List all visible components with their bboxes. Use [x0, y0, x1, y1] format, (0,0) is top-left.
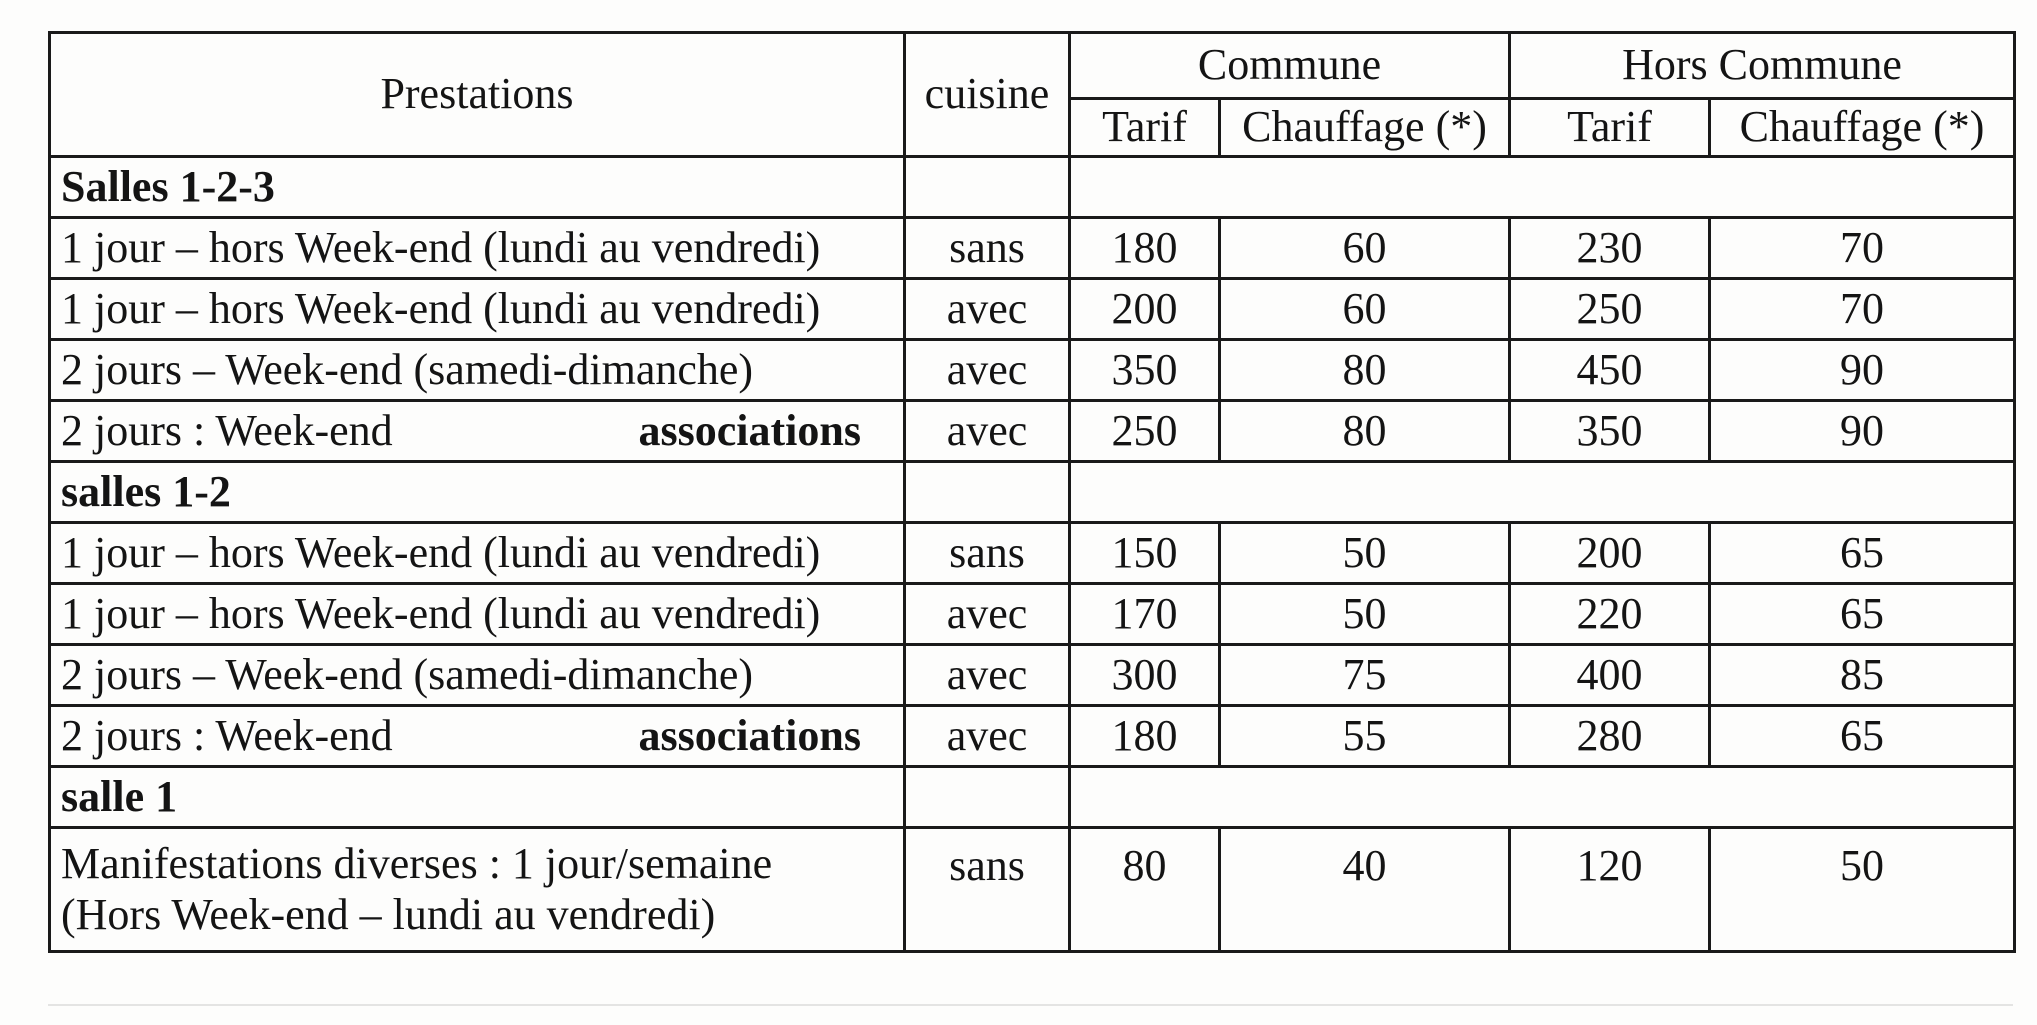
commune-tarif-cell: 300: [1070, 645, 1220, 706]
hors-commune-chauffage-cell: 70: [1710, 218, 2015, 279]
row-label: 2 jours – Week-end (samedi-dimanche): [50, 645, 905, 706]
row-label-line1: Manifestations diverses : 1 jour/semaine: [61, 838, 773, 888]
hors-commune-chauffage-cell: 70: [1710, 279, 2015, 340]
row-label: 1 jour – hors Week-end (lundi au vendredi): [50, 218, 905, 279]
commune-chauffage-cell: 80: [1220, 401, 1510, 462]
commune-chauffage-cell: 50: [1220, 523, 1510, 584]
group-title: Salles 1-2-3: [50, 157, 905, 218]
table-row: [50, 279, 2015, 340]
table-row: [50, 645, 2015, 706]
group-empty-cell: [905, 157, 1070, 218]
commune-tarif-cell: 170: [1070, 584, 1220, 645]
commune-chauffage-cell: 80: [1220, 340, 1510, 401]
row-label-associations: associations: [638, 710, 861, 760]
hors-commune-tarif-cell: 280: [1510, 706, 1710, 767]
hors-commune-tarif-cell: 350: [1510, 401, 1710, 462]
hors-commune-tarif-cell: 200: [1510, 523, 1710, 584]
row-label-cell: [50, 706, 905, 767]
header-row-top: [50, 33, 2015, 99]
group-empty-cell: [905, 462, 1070, 523]
header-hors-commune-chauffage: Chauffage (*): [1710, 99, 2015, 157]
cuisine-cell: sans: [905, 523, 1070, 584]
group-empty-span: [1070, 462, 2015, 523]
scan-bottom-artifact: [48, 1004, 2013, 1006]
table-row: [50, 828, 2015, 952]
table-row: [50, 584, 2015, 645]
header-commune: Commune: [1070, 33, 1510, 99]
header-commune-chauffage: Chauffage (*): [1220, 99, 1510, 157]
group-empty-cell: [905, 767, 1070, 828]
row-label-associations: associations: [638, 405, 861, 455]
hors-commune-tarif-cell: 250: [1510, 279, 1710, 340]
header-prestations: Prestations: [50, 33, 905, 157]
header-hors-commune-tarif: Tarif: [1510, 99, 1710, 157]
commune-tarif-cell: 200: [1070, 279, 1220, 340]
row-label: 1 jour – hors Week-end (lundi au vendredi): [50, 523, 905, 584]
row-label: 2 jours : Week-end: [61, 710, 393, 760]
commune-tarif-cell: 250: [1070, 401, 1220, 462]
hors-commune-chauffage-cell: 65: [1710, 706, 2015, 767]
hors-commune-tarif-cell: 400: [1510, 645, 1710, 706]
hors-commune-tarif-cell: 120: [1510, 828, 1710, 952]
row-label-wrap: [61, 405, 897, 455]
header-hors-commune: Hors Commune: [1510, 33, 2015, 99]
row-label-cell: [50, 828, 905, 952]
commune-tarif-cell: 350: [1070, 340, 1220, 401]
row-label-cell: [50, 401, 905, 462]
cuisine-cell: avec: [905, 401, 1070, 462]
hors-commune-chauffage-cell: 90: [1710, 401, 2015, 462]
group-row: [50, 462, 2015, 523]
group-title: salles 1-2: [50, 462, 905, 523]
group-empty-span: [1070, 767, 2015, 828]
commune-tarif-cell: 180: [1070, 218, 1220, 279]
cuisine-cell: avec: [905, 706, 1070, 767]
commune-chauffage-cell: 75: [1220, 645, 1510, 706]
row-label: 2 jours : Week-end: [61, 405, 393, 455]
table-row: [50, 340, 2015, 401]
cuisine-cell: avec: [905, 584, 1070, 645]
hors-commune-chauffage-cell: 90: [1710, 340, 2015, 401]
row-label-wrap: [61, 710, 897, 760]
table-row: [50, 523, 2015, 584]
commune-chauffage-cell: 60: [1220, 218, 1510, 279]
hors-commune-chauffage-cell: 65: [1710, 523, 2015, 584]
cuisine-cell: sans: [905, 218, 1070, 279]
group-title: salle 1: [50, 767, 905, 828]
row-label: 2 jours – Week-end (samedi-dimanche): [50, 340, 905, 401]
cuisine-cell: avec: [905, 340, 1070, 401]
header-commune-tarif: Tarif: [1070, 99, 1220, 157]
commune-chauffage-cell: 55: [1220, 706, 1510, 767]
table-row: [50, 401, 2015, 462]
hors-commune-tarif-cell: 450: [1510, 340, 1710, 401]
commune-chauffage-cell: 60: [1220, 279, 1510, 340]
group-row: [50, 157, 2015, 218]
row-label: 1 jour – hors Week-end (lundi au vendredi): [50, 279, 905, 340]
group-row: [50, 767, 2015, 828]
row-label-line2: (Hors Week-end – lundi au vendredi): [61, 889, 716, 939]
commune-chauffage-cell: 50: [1220, 584, 1510, 645]
hors-commune-tarif-cell: 220: [1510, 584, 1710, 645]
table-row: [50, 218, 2015, 279]
tarifs-table: [48, 31, 2016, 953]
hors-commune-chauffage-cell: 85: [1710, 645, 2015, 706]
cuisine-cell: sans: [905, 828, 1070, 952]
commune-tarif-cell: 150: [1070, 523, 1220, 584]
table-row: [50, 706, 2015, 767]
commune-tarif-cell: 180: [1070, 706, 1220, 767]
commune-chauffage-cell: 40: [1220, 828, 1510, 952]
cuisine-cell: avec: [905, 279, 1070, 340]
cuisine-cell: avec: [905, 645, 1070, 706]
hors-commune-tarif-cell: 230: [1510, 218, 1710, 279]
hors-commune-chauffage-cell: 65: [1710, 584, 2015, 645]
group-empty-span: [1070, 157, 2015, 218]
hors-commune-chauffage-cell: 50: [1710, 828, 2015, 952]
commune-tarif-cell: 80: [1070, 828, 1220, 952]
header-cuisine: cuisine: [905, 33, 1070, 157]
row-label: 1 jour – hors Week-end (lundi au vendredi): [50, 584, 905, 645]
